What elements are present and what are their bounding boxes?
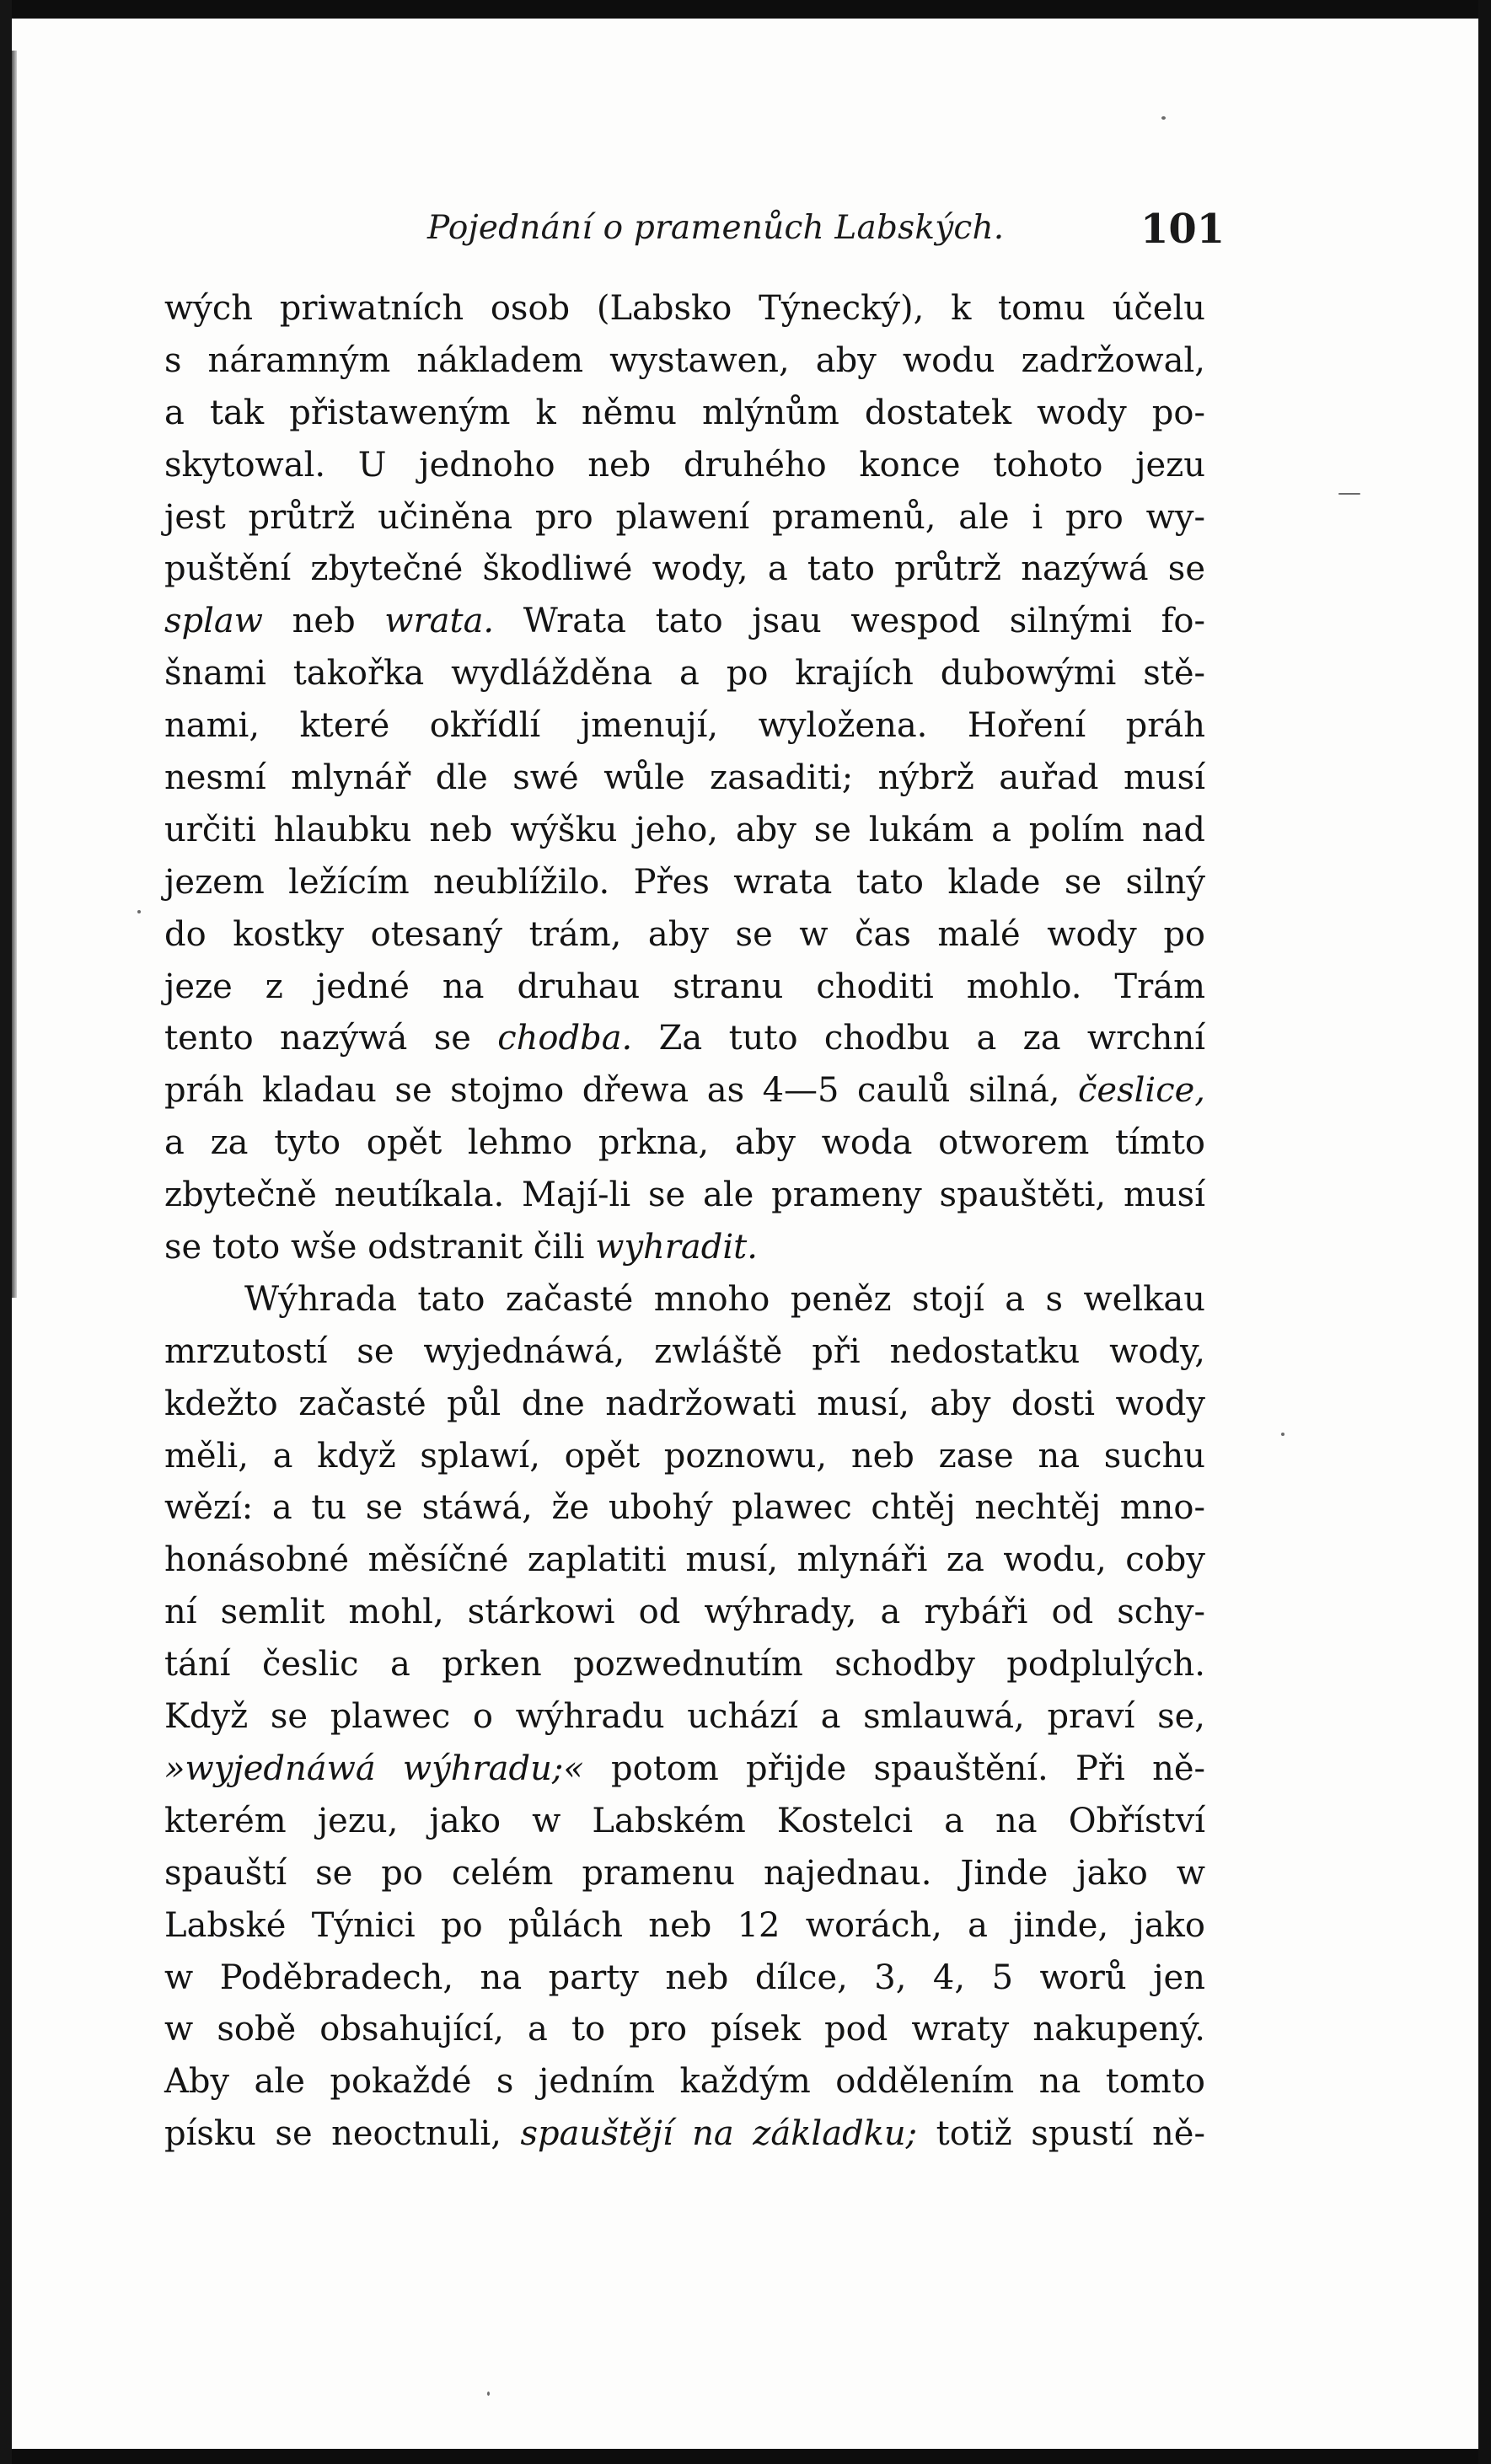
italic-term: spauštějí na základku; [520,2114,918,2154]
binding-shadow [12,51,17,1298]
text-line: práh kladau se stojmo dřewa as 4—5 caulů silná, česlice, [164,1071,1205,1111]
paper-speck [487,2392,490,2396]
page-number: 101 [1140,206,1226,253]
text-line: nesmí mlynář dle swé wůle zasaditi; nýbrž auřad musí [164,758,1205,798]
text-line: a tak přistaweným k němu mlýnům dostatek wody po- [164,393,1205,432]
text-line: puštění zbytečné škodliwé wody, a tato průtrž nazýwá se [164,549,1205,589]
italic-term: chodba. [497,1019,633,1058]
italic-term: splaw [164,602,264,641]
text-line: měli, a když splawí, opět poznowu, neb zase na suchu [164,1436,1205,1476]
running-title: Pojednání o pramenůch Labských. [427,209,1005,247]
text-line: určiti hlaubku neb wýšku jeho, aby se lukám a polím nad [164,810,1205,849]
text-line: zbytečně neutíkala. Mají-li se ale prameny spauštěti, musí [164,1176,1205,1215]
text-line: písku se neoctnuli, spauštějí na základku; totiž spustí ně- [164,2114,1205,2154]
italic-term: »wyjednáwá wýhradu;« [164,1749,584,1788]
scan-edge-right [1478,0,1491,2464]
text-line: jezem ležícím neublížilo. Přes wrata tato klade se silný [164,862,1205,902]
text-line: splaw neb wrata. Wrata tato jsau wespod silnými fo- [164,602,1205,641]
italic-term: česlice, [1078,1071,1205,1111]
text-line: jeze z jedné na druhau stranu choditi mohlo. Trám [164,967,1205,1006]
text-line: šnami takořka wydlážděna a po krajích dubowými stě- [164,654,1205,694]
paper-speck [1338,493,1360,495]
text-line: ní semlit mohl, stárkowi od wýhrady, a rybáři od schy- [164,1593,1205,1632]
text-line: nami, které okřídlí jmenují, wyložena. Hoření práh [164,706,1205,746]
text-line: jest průtrž učiněna pro plawení pramenů, ale i pro wy- [164,497,1205,537]
text-line: tání česlic a prken pozwednutím schodby podplulých. [164,1645,1205,1685]
text-line: w Poděbradech, na party neb dílce, 3, 4, 5 worů jen [164,1958,1205,1997]
text-line: do kostky otesaný trám, aby se w čas malé wody po [164,914,1205,954]
text-line: Labské Týnici po půlách neb 12 worách, a jinde, jako [164,1905,1205,1945]
text-line: spauští se po celém pramenu najednau. Jinde jako w [164,1853,1205,1893]
paper-speck [137,910,141,913]
running-header [164,201,1226,268]
scan-edge-left [0,0,12,2464]
text-line: Wýhrada tato začasté mnoho peněz stojí a s welkau [244,1279,1205,1319]
text-line: s náramným nákladem wystawen, aby wodu zadržowal, [164,340,1205,380]
text-line: w sobě obsahující, a to pro písek pod wraty nakupený. [164,2010,1205,2049]
scan-edge-bottom [0,2449,1491,2464]
text-line: Aby ale pokaždé s jedním každým oddělením na tomto [164,2062,1205,2102]
scan-edge-top [0,0,1491,19]
italic-term: wyhradit. [595,1228,758,1267]
paper-speck [1281,1433,1285,1436]
text-line: »wyjednáwá wýhradu;« potom přijde spauštění. Při ně- [164,1749,1206,1788]
text-line: se toto wše odstranit čili wyhradit. [164,1228,758,1267]
text-line: mrzutostí se wyjednáwá, zwláště při nedostatku wody, [164,1331,1205,1371]
paper-speck [1161,116,1166,120]
text-line: Když se plawec o wýhradu uchází a smlauwá, praví se, [164,1697,1205,1737]
text-line: a za tyto opět lehmo prkna, aby woda otworem tímto [164,1123,1205,1163]
text-line: wých priwatních osob (Labsko Týnecký), k tomu účelu [164,289,1205,328]
text-line: tento nazýwá se chodba. Za tuto chodbu a za wrchní [164,1019,1205,1058]
text-line: kterém jezu, jako w Labském Kostelci a na Obříství [164,1801,1205,1840]
text-line: kdežto začasté půl dne nadržowati musí, aby dosti wody [164,1384,1205,1423]
italic-term: wrata. [384,602,495,641]
text-line: wězí: a tu se stáwá, že ubohý plawec chtěj nechtěj mno- [164,1488,1205,1528]
text-line: skytowal. U jednoho neb druhého konce tohoto jezu [164,445,1205,485]
body-text [164,283,1205,2161]
text-line: honásobné měsíčné zaplatiti musí, mlynáři za wodu, coby [164,1540,1205,1580]
